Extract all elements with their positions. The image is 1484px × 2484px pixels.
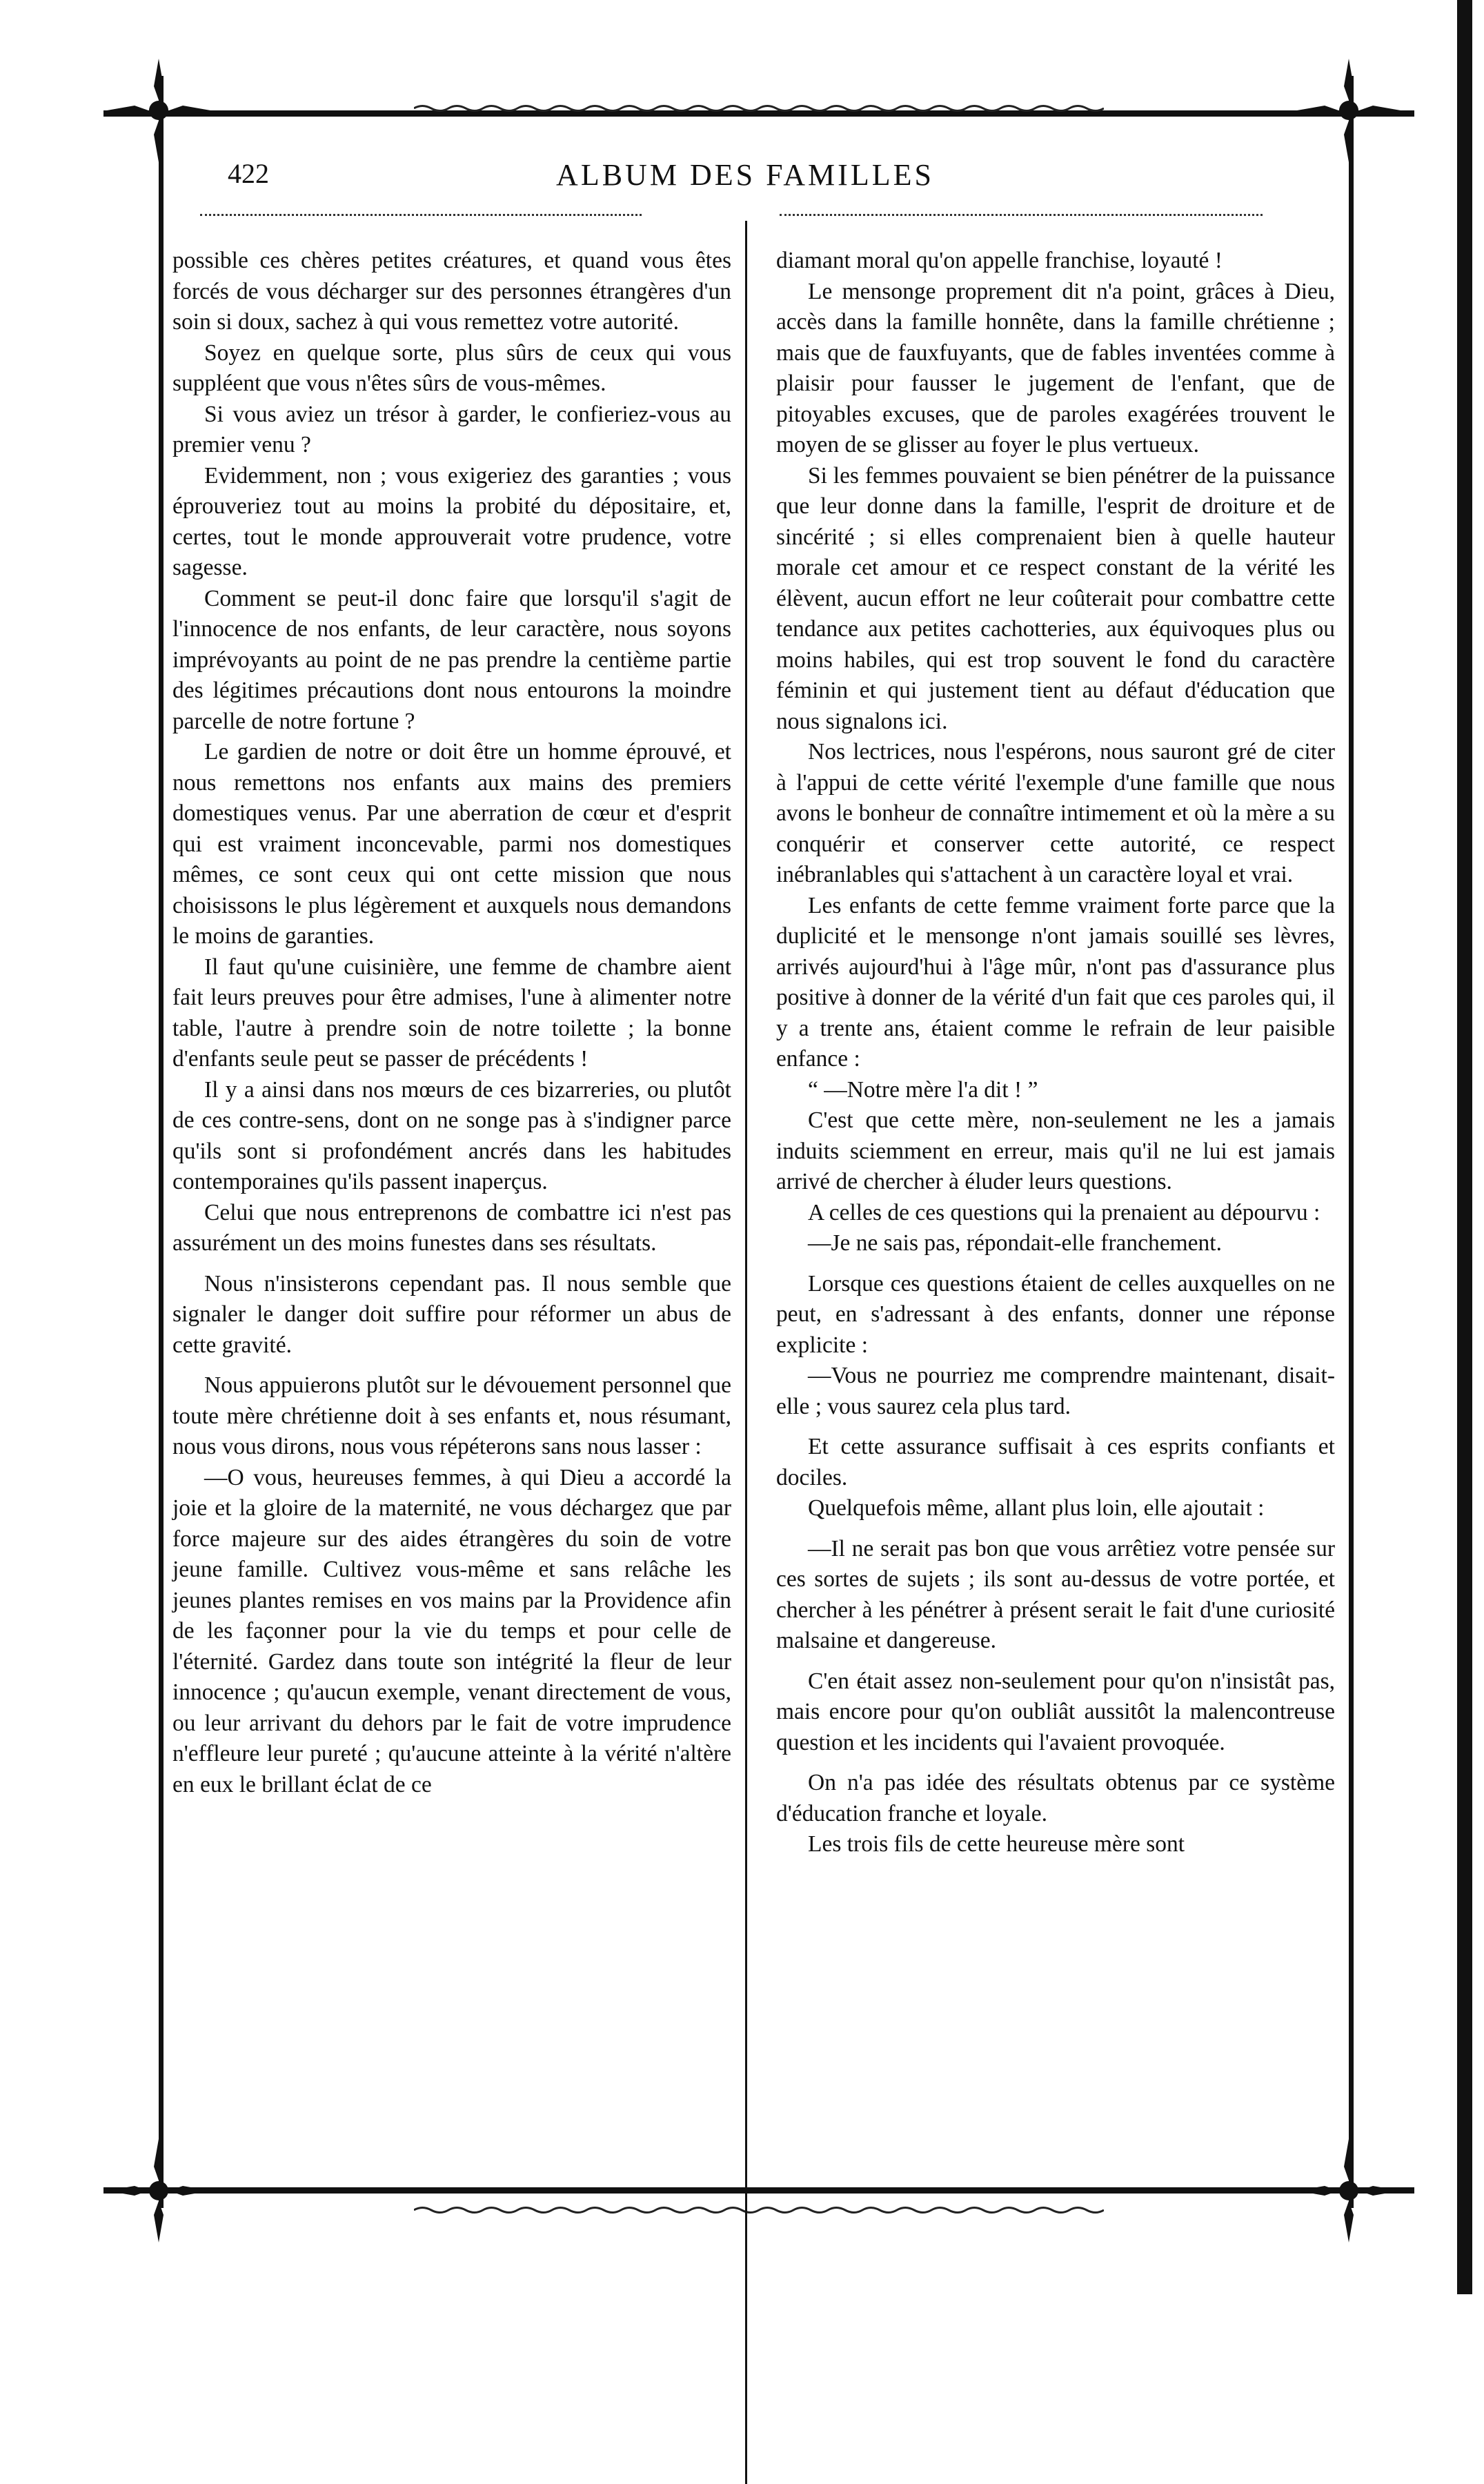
paragraph: “ —Notre mère l'a dit ! ” [808, 1076, 1038, 1103]
paragraph: —Il ne serait pas bon que vous arrêtiez votre pensée sur ces sortes de sujets ; ils sont au-dessus de votre portée, et chercher à les pénétrer à présent serait le fait d'une curiosité malsaine et dangereuse. [776, 1535, 1335, 1653]
paragraph: Evidemment, non ; vous exigeriez des garanties ; vous éprouveriez tout au moins la probité du dépositaire, et, certes, tout le monde approuverait votre prudence, votre sagesse. [172, 462, 731, 580]
paragraph: Il y a ainsi dans nos mœurs de ces bizarreries, ou plutôt de ces contre-sens, dont on ne songe pas à s'indigner parce qu'ils sont si profondément ancrés dans les habitudes contemporaines qu'ils passent inaperçus. [172, 1076, 731, 1194]
paragraph: Nous appuierons plutôt sur le dévouement personnel que toute mère chrétienne doit à ses enfants et, nous résumant, nous vous dirons, nous vous répéterons sans nous lasser : [172, 1372, 731, 1459]
corner-ornament-top-right [1297, 59, 1401, 162]
paragraph: A celles de ces questions qui la prenaient au dépourvu : [808, 1199, 1320, 1225]
paragraph: Et cette assurance suffisait à ces esprits confiants et dociles. [776, 1434, 1335, 1490]
paragraph: diamant moral qu'on appelle franchise, loyauté ! [776, 248, 1223, 273]
corner-ornament-bottom-right [1297, 2139, 1401, 2242]
paragraph: —O vous, heureuses femmes, à qui Dieu a accordé la joie et la gloire de la maternité, ne vous déchargez que par force majeure sur des aides étrangères du soin de votre jeune famille. Cultivez vous-même et sans relâche les jeunes plantes remises en vos mains par la Providence afin de les façonner pour la vie du temps et pour celle de l'éternité. Gardez dans toute son intégrité la fleur de leur innocence ; qu'aucun exemple, venant directement de vous, ou leur arrivant du dehors par le fait de votre imprudence n'effleure leur pureté ; qu'aucune atteinte à la vérité n'altère en eux le brillant éclat de ce [172, 1464, 731, 1797]
paragraph: Les enfants de cette femme vraiment forte parce que la duplicité et le mensonge n'ont jamais souillé ses lèvres, arrivés aujourd'hui à l'âge mûr, n'ont pas d'assurance plus positive à donner de la vérité d'un fait que ces paroles qui, il y a trente ans, étaient comme le refrain de leur paisible enfance : [776, 892, 1335, 1072]
paragraph: possible ces chères petites créatures, et quand vous êtes forcés de vous décharger sur des personnes étrangères d'un soin si doux, sachez à qui vous remettez votre autorité. [172, 248, 731, 335]
paragraph: Lorsque ces questions étaient de celles auxquelles on ne peut, en s'adressant à des enfants, donner une réponse explicite : [776, 1270, 1335, 1358]
frame-left-rule [159, 76, 164, 2208]
scan-edge-bar [1457, 0, 1472, 2294]
paragraph: Il faut qu'une cuisinière, une femme de chambre aient fait leurs preuves pour être admises, l'une à alimenter notre table, l'autre à prendre soin de notre toilette ; la bonne d'enfants seule peut se passer de précédents ! [172, 954, 731, 1072]
frame-top-wave [414, 103, 1104, 113]
frame-bottom-wave [414, 2205, 1104, 2215]
paragraph: Comment se peut-il donc faire que lorsqu'il s'agit de l'innocence de nos enfants, de leur caractère, nous soyons imprévoyants au point de ne pas prendre la centième partie des légitimes précautions dont nous entourons la moindre parcelle de notre fortune ? [172, 585, 731, 734]
page-number: 422 [228, 158, 269, 189]
paragraph: Nous n'insisterons cependant pas. Il nous semble que signaler le danger doit suffire pour réformer un abus de cette gravité. [172, 1270, 731, 1358]
column-divider [745, 221, 747, 2484]
paragraph: C'est que cette mère, non-seulement ne les a jamais induits sciemment en erreur, mais qu'il ne lui est jamais arrivé de chercher à éluder leurs questions. [776, 1107, 1335, 1194]
paragraph: On n'a pas idée des résultats obtenus par ce système d'éducation franche et loyale. [776, 1770, 1335, 1826]
running-title: ALBUM DES FAMILLES [556, 158, 934, 192]
header-rule-left [200, 214, 642, 216]
paragraph: Soyez en quelque sorte, plus sûrs de ceux qui vous suppléent que vous n'êtes sûrs de vous-mêmes. [172, 339, 731, 396]
corner-ornament-bottom-left [107, 2139, 210, 2242]
left-column [172, 246, 731, 1800]
paragraph: Le gardien de notre or doit être un homme éprouvé, et nous remettons nos enfants aux mains des premiers domestiques venus. Par une aberration de cœur et d'esprit qui est vraiment inconcevable, parmi nos domestiques mêmes, ce sont ceux qui ont cette mission que nous choisissons le plus légèrement et auxquels nous demandons le moins de garanties. [172, 739, 731, 949]
frame-right-rule [1349, 76, 1354, 2208]
paragraph: Si vous aviez un trésor à garder, le confieriez-vous au premier venu ? [172, 401, 731, 457]
paragraph: Quelquefois même, allant plus loin, elle ajoutait : [808, 1495, 1265, 1521]
right-column [776, 246, 1335, 1860]
header-rule-right [780, 214, 1263, 216]
paragraph: Celui que nous entreprenons de combattre ici n'est pas assurément un des moins funestes dans ses résultats. [172, 1199, 731, 1256]
page-header [200, 157, 1290, 199]
paragraph: Si les femmes pouvaient se bien pénétrer de la puissance que leur donne dans la famille, l'esprit de droiture et de sincérité ; si elles comprenaient bien à quelle hauteur morale cet amour et ce respect constant de la vérité les élèvent, aucun effort ne leur coûterait pour combattre cette tendance aux petites cachotteries, aux équivoques plus ou moins habiles, qui est trop souvent le fond du caractère féminin et qui justement tient au défaut d'éducation que nous signalons ici. [776, 462, 1335, 734]
paragraph: Les trois fils de cette heureuse mère sont [808, 1831, 1185, 1857]
corner-ornament-top-left [107, 59, 210, 162]
frame-bottom-rule [103, 2187, 1414, 2194]
paragraph: C'en était assez non-seulement pour qu'on n'insistât pas, mais encore pour qu'on oubliât aussitôt la malencontreuse question et les incidents qui l'avaient provoquée. [776, 1668, 1335, 1755]
paragraph: Nos lectrices, nous l'espérons, nous sauront gré de citer à l'appui de cette vérité l'exemple d'une famille que nous avons le bonheur de connaître intimement et où la mère a su conquérir et conserver cette autorité, ce respect inébranlables qui s'attachent à un caractère loyal et vrai. [776, 739, 1335, 887]
paragraph: —Vous ne pourriez me comprendre maintenant, disait-elle ; vous saurez cela plus tard. [776, 1363, 1335, 1419]
paragraph: —Je ne sais pas, répondait-elle franchement. [808, 1230, 1222, 1256]
paragraph: Le mensonge proprement dit n'a point, grâces à Dieu, accès dans la famille honnête, dans la famille chrétienne ; mais que de fauxfuyants, que de fables inventées comme à plaisir pour fausser le jugement de l'enfant, que de pitoyables excuses, que de paroles exagérées trouvent le moyen de se glisser au foyer le plus vertueux. [776, 278, 1335, 457]
